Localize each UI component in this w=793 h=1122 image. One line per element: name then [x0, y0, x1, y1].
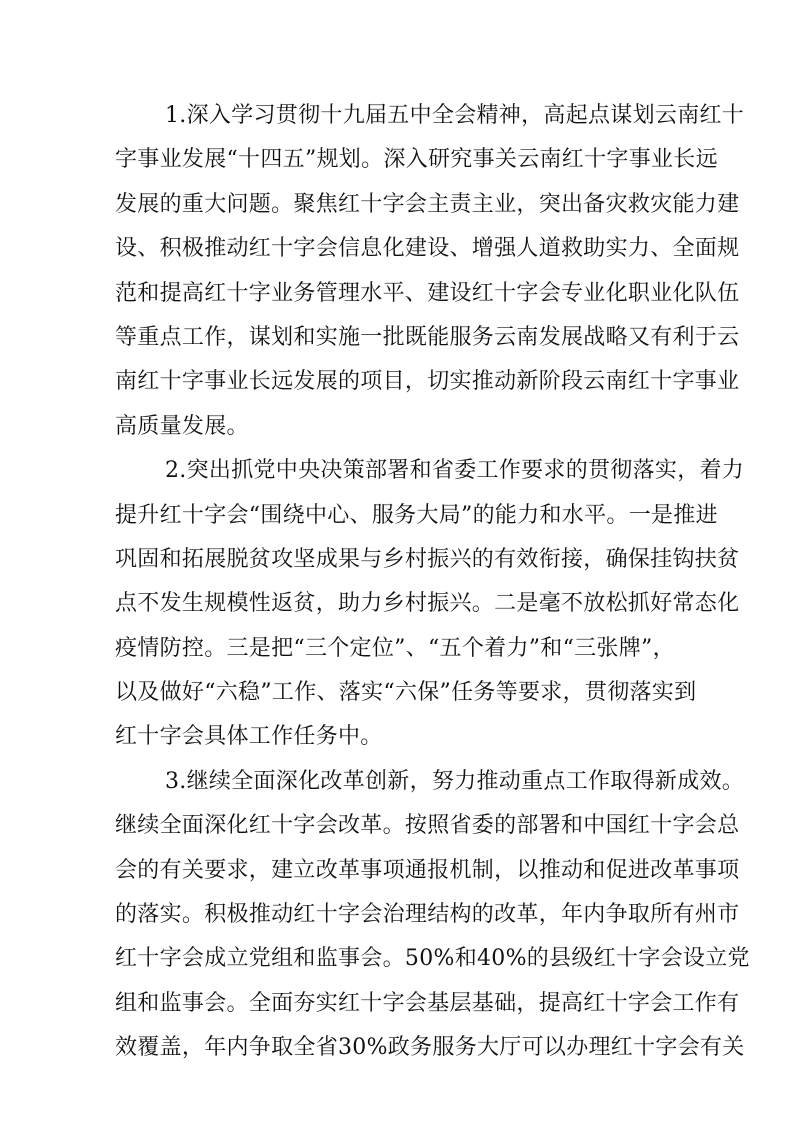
text-line: 2.突出抓党中央决策部署和省委工作要求的贯彻落实，着力: [165, 458, 745, 484]
text-line: 红十字会成立党组和监事会。50%和40%的县级红十字会设立党: [115, 946, 750, 972]
text-line: 组和监事会。全面夯实红十字会基层基础，提高红十字会工作有: [115, 990, 740, 1016]
paragraph-3: [115, 760, 750, 1071]
text-line: 以及做好“六稳”工作、落实“六保”任务等要求，贯彻落实到: [115, 680, 697, 706]
text-line: 红十字会具体工作任务中。: [115, 724, 383, 750]
text-line: 设、积极推动红十字会信息化建设、增强人道救助实力、全面规: [115, 236, 740, 262]
text-line: 疫情防控。三是把“三个定位”、“五个着力”和“三张牌”，: [115, 635, 675, 661]
text-line: 效覆盖，年内争取全省30%政务服务大厅可以办理红十字会有关: [115, 1035, 745, 1061]
text-line: 点不发生规模性返贫，助力乡村振兴。二是毫不放松抓好常态化: [115, 591, 740, 617]
paragraph-1: [115, 94, 745, 449]
text-line: 提升红十字会“围绕中心、服务大局”的能力和水平。一是推进: [115, 502, 718, 528]
document-body: [115, 94, 750, 1071]
text-line: 范和提高红十字业务管理水平、建设红十字会专业化职业化队伍: [115, 280, 740, 306]
text-line: 会的有关要求，建立改革事项通报机制，以推动和促进改革事项: [115, 857, 740, 883]
text-line: 巩固和拓展脱贫攻坚成果与乡村振兴的有效衔接，确保挂钩扶贫: [115, 546, 740, 572]
text-line: 等重点工作，谋划和实施一批既能服务云南发展战略又有利于云: [115, 324, 740, 350]
text-line: 1.深入学习贯彻十九届五中全会精神，高起点谋划云南红十: [165, 103, 745, 128]
text-line: 继续全面深化红十字会改革。按照省委的部署和中国红十字会总: [115, 813, 740, 839]
text-line: 高质量发展。: [115, 413, 249, 439]
text-line: 字事业发展“十四五”规划。深入研究事关云南红十字事业长远: [115, 147, 718, 173]
text-line: 发展的重大问题。聚焦红十字会主责主业，突出备灾救灾能力建: [115, 191, 740, 217]
text-line: 3.继续全面深化改革创新，努力推动重点工作取得新成效。: [165, 768, 745, 794]
text-line: 南红十字事业长远发展的项目，切实推动新阶段云南红十字事业: [115, 369, 740, 395]
text-line: 的落实。积极推动红十字会治理结构的改革，年内争取所有州市: [115, 902, 740, 928]
paragraph-2: [115, 449, 745, 760]
